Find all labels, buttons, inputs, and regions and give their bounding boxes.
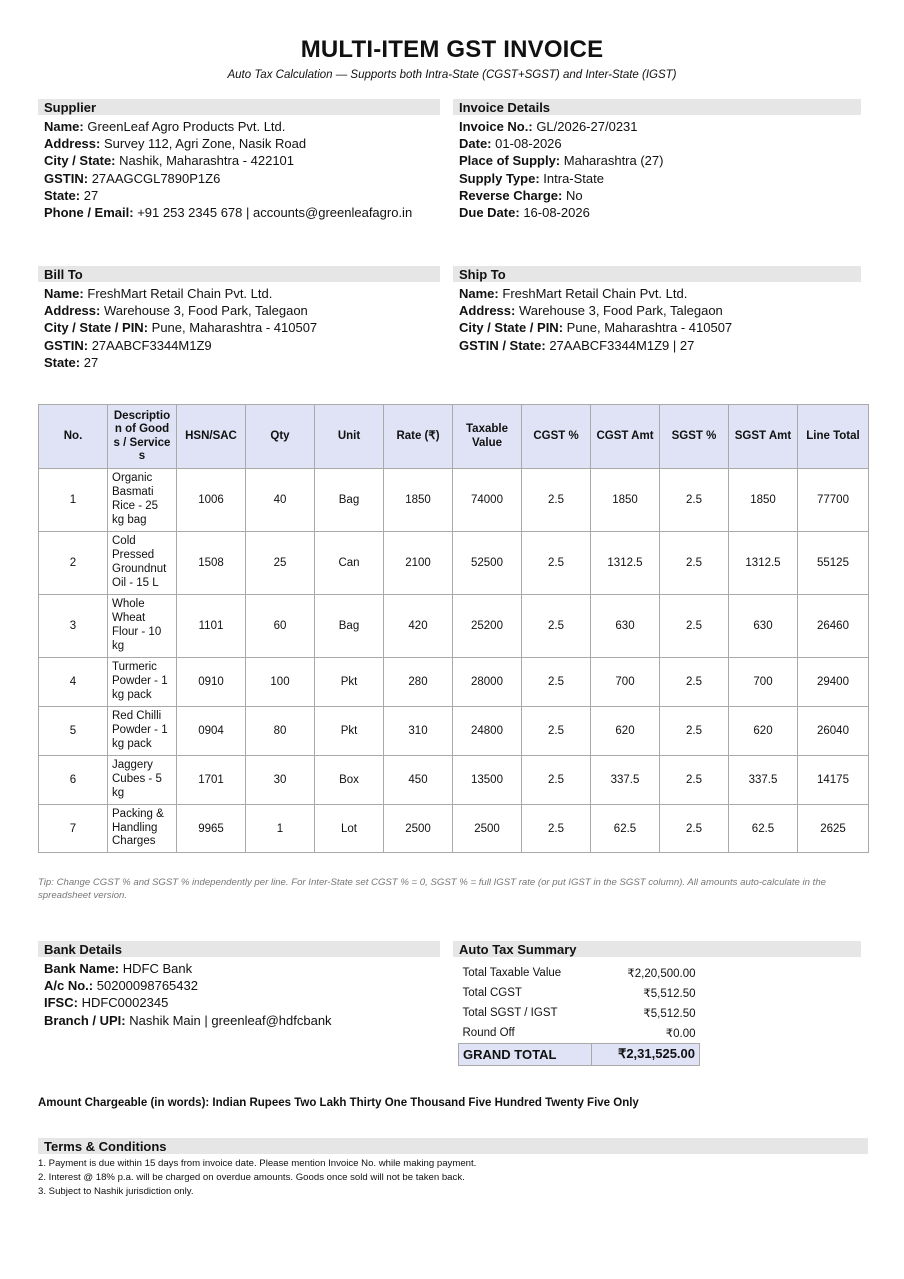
table-row (39, 658, 869, 707)
table-cell: 2625 (798, 805, 869, 853)
table-cell: 24800 (453, 707, 522, 756)
table-cell: Pkt (315, 707, 384, 756)
table-cell: Bag (315, 469, 384, 532)
line-value: 50200098765432 (96, 978, 198, 994)
table-cell: 7 (39, 805, 108, 853)
summary-row (459, 983, 700, 1003)
table-cell: 2.5 (522, 805, 591, 853)
table-cell: 2.5 (522, 532, 591, 595)
table-cell: 2.5 (660, 756, 729, 805)
summary-value: ₹5,512.50 (643, 988, 696, 1000)
invoice-number-line (459, 118, 855, 135)
ship-to-address-line (459, 302, 855, 319)
table-cell: 337.5 (591, 756, 660, 805)
line-value: No (565, 187, 583, 203)
line-value: 27 (83, 354, 99, 370)
branch-upi-line (44, 1012, 434, 1029)
table-cell: Jaggery Cubes - 5 kg (108, 756, 177, 805)
line-label: Invoice No.: (459, 119, 533, 134)
supplier-contact-line (44, 204, 434, 221)
tip-note: Tip: Change CGST % and SGST % independently per line. For Inter-State set CGST % = 0, SGST % = full IGST rate (or put IGST in the SGST column). All amounts auto-calculate in the spreadsheet version. (38, 877, 827, 901)
line-value: Pune, Maharashtra - 410507 (151, 320, 318, 336)
table-cell: 450 (384, 756, 453, 805)
line-label: GSTIN: (44, 337, 89, 353)
line-value: Intra-State (543, 170, 604, 186)
bill-to-block (38, 266, 440, 371)
account-number-line (44, 977, 434, 994)
table-cell: 26460 (798, 595, 869, 658)
invoice-details-block (453, 99, 861, 221)
table-cell: 2500 (453, 805, 522, 853)
tax-summary-block (453, 941, 861, 1066)
ship-to-name-line (459, 285, 855, 302)
line-label: Address: (459, 303, 516, 319)
table-cell: 25200 (453, 595, 522, 658)
terms-heading: Terms & Conditions (38, 1138, 868, 1154)
table-cell: 29400 (798, 658, 869, 707)
table-cell: 60 (246, 595, 315, 658)
line-label: Name: (44, 119, 84, 134)
invoice-date-line (459, 135, 855, 152)
summary-label: Total Taxable Value (462, 967, 562, 979)
line-value: 27 (83, 187, 99, 203)
summary-value: ₹2,20,500.00 (627, 968, 696, 980)
column-header: Unit (315, 405, 384, 469)
bank-details-block (38, 941, 440, 1029)
line-value: 16-08-2026 (523, 205, 590, 221)
line-label: City / State / PIN: (44, 320, 149, 336)
table-cell: 1006 (177, 469, 246, 532)
line-value: GL/2026-27/0231 (536, 119, 638, 134)
summary-value: ₹5,512.50 (643, 1008, 696, 1020)
table-cell: 2 (39, 532, 108, 595)
line-value: HDFC Bank (122, 961, 193, 976)
table-cell: 28000 (453, 658, 522, 707)
items-header-row (39, 405, 869, 469)
column-header: SGST % (660, 405, 729, 469)
line-label: IFSC: (44, 995, 78, 1011)
column-header: Rate (₹) (384, 405, 453, 469)
table-cell: Packing & Handling Charges (108, 805, 177, 853)
summary-label: Total SGST / IGST (462, 1007, 558, 1019)
table-cell: Lot (315, 805, 384, 853)
bill-to-city-line (44, 319, 434, 336)
amount-in-words: Amount Chargeable (in words): Indian Rupees Two Lakh Thirty One Thousand Five Hundred Twenty Five Only (38, 1097, 639, 1109)
supplier-city-line (44, 152, 434, 169)
table-cell: 620 (591, 707, 660, 756)
table-cell: 1 (39, 469, 108, 532)
line-value: 27AABCF3344M1Z9 | 27 (549, 337, 695, 353)
line-value: Nashik, Maharashtra - 422101 (119, 153, 295, 169)
table-cell: 74000 (453, 469, 522, 532)
grand-total-value: ₹2,31,525.00 (592, 1043, 700, 1065)
tax-summary-table (458, 963, 700, 1066)
line-label: Date: (459, 136, 492, 152)
line-label: Branch / UPI: (44, 1012, 126, 1028)
column-header: Qty (246, 405, 315, 469)
table-row (39, 532, 869, 595)
table-cell: 280 (384, 658, 453, 707)
bill-to-gstin-line (44, 337, 434, 354)
bill-to-address-line (44, 302, 434, 319)
column-header: Taxable Value (453, 405, 522, 469)
table-cell: 630 (591, 595, 660, 658)
table-cell: Can (315, 532, 384, 595)
line-label: State: (44, 187, 81, 203)
column-header: HSN/SAC (177, 405, 246, 469)
table-cell: 620 (729, 707, 798, 756)
line-value: FreshMart Retail Chain Pvt. Ltd. (87, 286, 273, 301)
column-header: SGST Amt (729, 405, 798, 469)
grand-total-label: GRAND TOTAL (459, 1043, 592, 1065)
line-label: Reverse Charge: (459, 187, 563, 203)
table-cell: Cold Pressed Groundnut Oil - 15 L (108, 532, 177, 595)
line-value: HDFC0002345 (81, 995, 169, 1011)
ship-to-block (453, 266, 861, 354)
summary-row (459, 1023, 700, 1043)
terms-item: 1. Payment is due within 15 days from invoice date. Please mention Invoice No. while making payment. (38, 1158, 477, 1169)
table-row (39, 469, 869, 532)
bill-to-heading: Bill To (38, 266, 440, 282)
table-cell: 5 (39, 707, 108, 756)
line-value: Warehouse 3, Food Park, Talegaon (518, 303, 723, 319)
table-cell: 2.5 (660, 532, 729, 595)
place-of-supply-line (459, 152, 855, 169)
line-value: 27AABCF3344M1Z9 (91, 337, 212, 353)
table-cell: 77700 (798, 469, 869, 532)
table-cell: 3 (39, 595, 108, 658)
line-label: GSTIN / State: (459, 337, 546, 353)
table-cell: 2.5 (660, 595, 729, 658)
table-cell: 337.5 (729, 756, 798, 805)
summary-row (459, 1003, 700, 1023)
line-label: Supply Type: (459, 170, 540, 186)
table-cell: 9965 (177, 805, 246, 853)
table-cell: 2.5 (522, 707, 591, 756)
table-cell: 1850 (591, 469, 660, 532)
supplier-state-line (44, 187, 434, 204)
ship-to-gstin-line (459, 337, 855, 354)
table-cell: Box (315, 756, 384, 805)
table-cell: 2.5 (660, 658, 729, 707)
bill-to-name-line (44, 285, 434, 302)
line-label: A/c No.: (44, 978, 94, 994)
line-label: Address: (44, 303, 101, 319)
table-cell: 0910 (177, 658, 246, 707)
invoice-title: MULTI-ITEM GST INVOICE (300, 36, 604, 63)
table-cell: 310 (384, 707, 453, 756)
line-label: City / State: (44, 153, 116, 169)
table-cell: 2.5 (522, 756, 591, 805)
line-value: Pune, Maharashtra - 410507 (566, 320, 733, 336)
summary-label: Round Off (462, 1026, 515, 1039)
line-value: Survey 112, Agri Zone, Nasik Road (103, 136, 307, 152)
terms-block (38, 1138, 868, 1199)
line-value: 01-08-2026 (495, 136, 562, 152)
terms-item: 2. Interest @ 18% p.a. will be charged on overdue amounts. Goods once sold will not be taken back. (38, 1172, 465, 1183)
line-label: State: (44, 354, 81, 370)
table-cell: 2500 (384, 805, 453, 853)
table-cell: 52500 (453, 532, 522, 595)
summary-label: Total CGST (462, 987, 522, 999)
table-cell: 2.5 (660, 805, 729, 853)
column-header: Line Total (798, 405, 869, 469)
table-cell: Red Chilli Powder - 1 kg pack (108, 707, 177, 756)
table-cell: 40 (246, 469, 315, 532)
table-cell: Whole Wheat Flour - 10 kg (108, 595, 177, 658)
table-cell: 13500 (453, 756, 522, 805)
line-label: Place of Supply: (459, 153, 561, 169)
due-date-line (459, 204, 855, 221)
line-label: Name: (459, 286, 499, 301)
table-cell: 14175 (798, 756, 869, 805)
summary-row (459, 963, 700, 983)
grand-total-row (459, 1043, 700, 1065)
table-cell: Organic Basmati Rice - 25 kg bag (108, 469, 177, 532)
table-cell: 2.5 (660, 469, 729, 532)
line-label: Name: (44, 286, 84, 301)
column-header: No. (39, 405, 108, 469)
line-label: Address: (44, 136, 101, 152)
table-cell: 1508 (177, 532, 246, 595)
table-cell: 55125 (798, 532, 869, 595)
table-cell: 6 (39, 756, 108, 805)
line-value: Nashik Main | greenleaf@hdfcbank (129, 1012, 332, 1028)
bank-details-heading: Bank Details (38, 941, 440, 957)
ship-to-city-line (459, 319, 855, 336)
line-label: City / State / PIN: (459, 320, 564, 336)
table-cell: 30 (246, 756, 315, 805)
table-cell: 700 (591, 658, 660, 707)
supplier-gstin-line (44, 170, 434, 187)
table-cell: 1850 (729, 469, 798, 532)
line-label: Due Date: (459, 205, 520, 221)
terms-item: 3. Subject to Nashik jurisdiction only. (38, 1186, 194, 1197)
table-cell: 26040 (798, 707, 869, 756)
table-cell: 1701 (177, 756, 246, 805)
ifsc-line (44, 994, 434, 1011)
column-header: CGST % (522, 405, 591, 469)
table-row (39, 805, 869, 853)
line-label: GSTIN: (44, 170, 89, 186)
table-cell: 62.5 (591, 805, 660, 853)
table-cell: 1312.5 (729, 532, 798, 595)
supplier-address-line (44, 135, 434, 152)
items-table (38, 404, 869, 853)
supplier-name-line (44, 118, 434, 135)
table-cell: 1101 (177, 595, 246, 658)
table-row (39, 595, 869, 658)
line-label: Phone / Email: (44, 205, 134, 221)
line-value: GreenLeaf Agro Products Pvt. Ltd. (87, 119, 286, 134)
table-cell: 62.5 (729, 805, 798, 853)
table-cell: 0904 (177, 707, 246, 756)
table-cell: Pkt (315, 658, 384, 707)
table-row (39, 756, 869, 805)
ship-to-heading: Ship To (453, 266, 861, 282)
table-cell: 420 (384, 595, 453, 658)
supply-type-line (459, 170, 855, 187)
table-cell: 2.5 (522, 595, 591, 658)
line-value: 27AAGCGL7890P1Z6 (91, 170, 221, 186)
line-value: Warehouse 3, Food Park, Talegaon (103, 303, 308, 319)
table-cell: 2.5 (522, 658, 591, 707)
table-cell: 1850 (384, 469, 453, 532)
table-cell: 1312.5 (591, 532, 660, 595)
table-cell: 100 (246, 658, 315, 707)
table-row (39, 707, 869, 756)
table-cell: 630 (729, 595, 798, 658)
line-value: +91 253 2345 678 | accounts@greenleafagro.in (137, 205, 413, 221)
table-cell: 2100 (384, 532, 453, 595)
line-value: FreshMart Retail Chain Pvt. Ltd. (502, 286, 688, 301)
table-cell: 700 (729, 658, 798, 707)
tax-summary-heading: Auto Tax Summary (453, 941, 861, 957)
invoice-subtitle: Auto Tax Calculation — Supports both Intra-State (CGST+SGST) and Inter-State (IGST) (227, 69, 677, 81)
table-cell: 80 (246, 707, 315, 756)
column-header: CGST Amt (591, 405, 660, 469)
bank-name-line (44, 960, 434, 977)
reverse-charge-line (459, 187, 855, 204)
table-cell: 2.5 (522, 469, 591, 532)
supplier-heading: Supplier (38, 99, 440, 115)
column-header: Description of Goods / Services (108, 405, 177, 469)
table-cell: Turmeric Powder - 1 kg pack (108, 658, 177, 707)
summary-value: ₹0.00 (665, 1027, 696, 1040)
line-value: Maharashtra (27) (563, 153, 664, 169)
bill-to-state-line (44, 354, 434, 371)
table-cell: 2.5 (660, 707, 729, 756)
table-cell: 1 (246, 805, 315, 853)
line-label: Bank Name: (44, 961, 120, 976)
table-cell: Bag (315, 595, 384, 658)
invoice-details-heading: Invoice Details (453, 99, 861, 115)
supplier-block (38, 99, 440, 221)
table-cell: 4 (39, 658, 108, 707)
table-cell: 25 (246, 532, 315, 595)
